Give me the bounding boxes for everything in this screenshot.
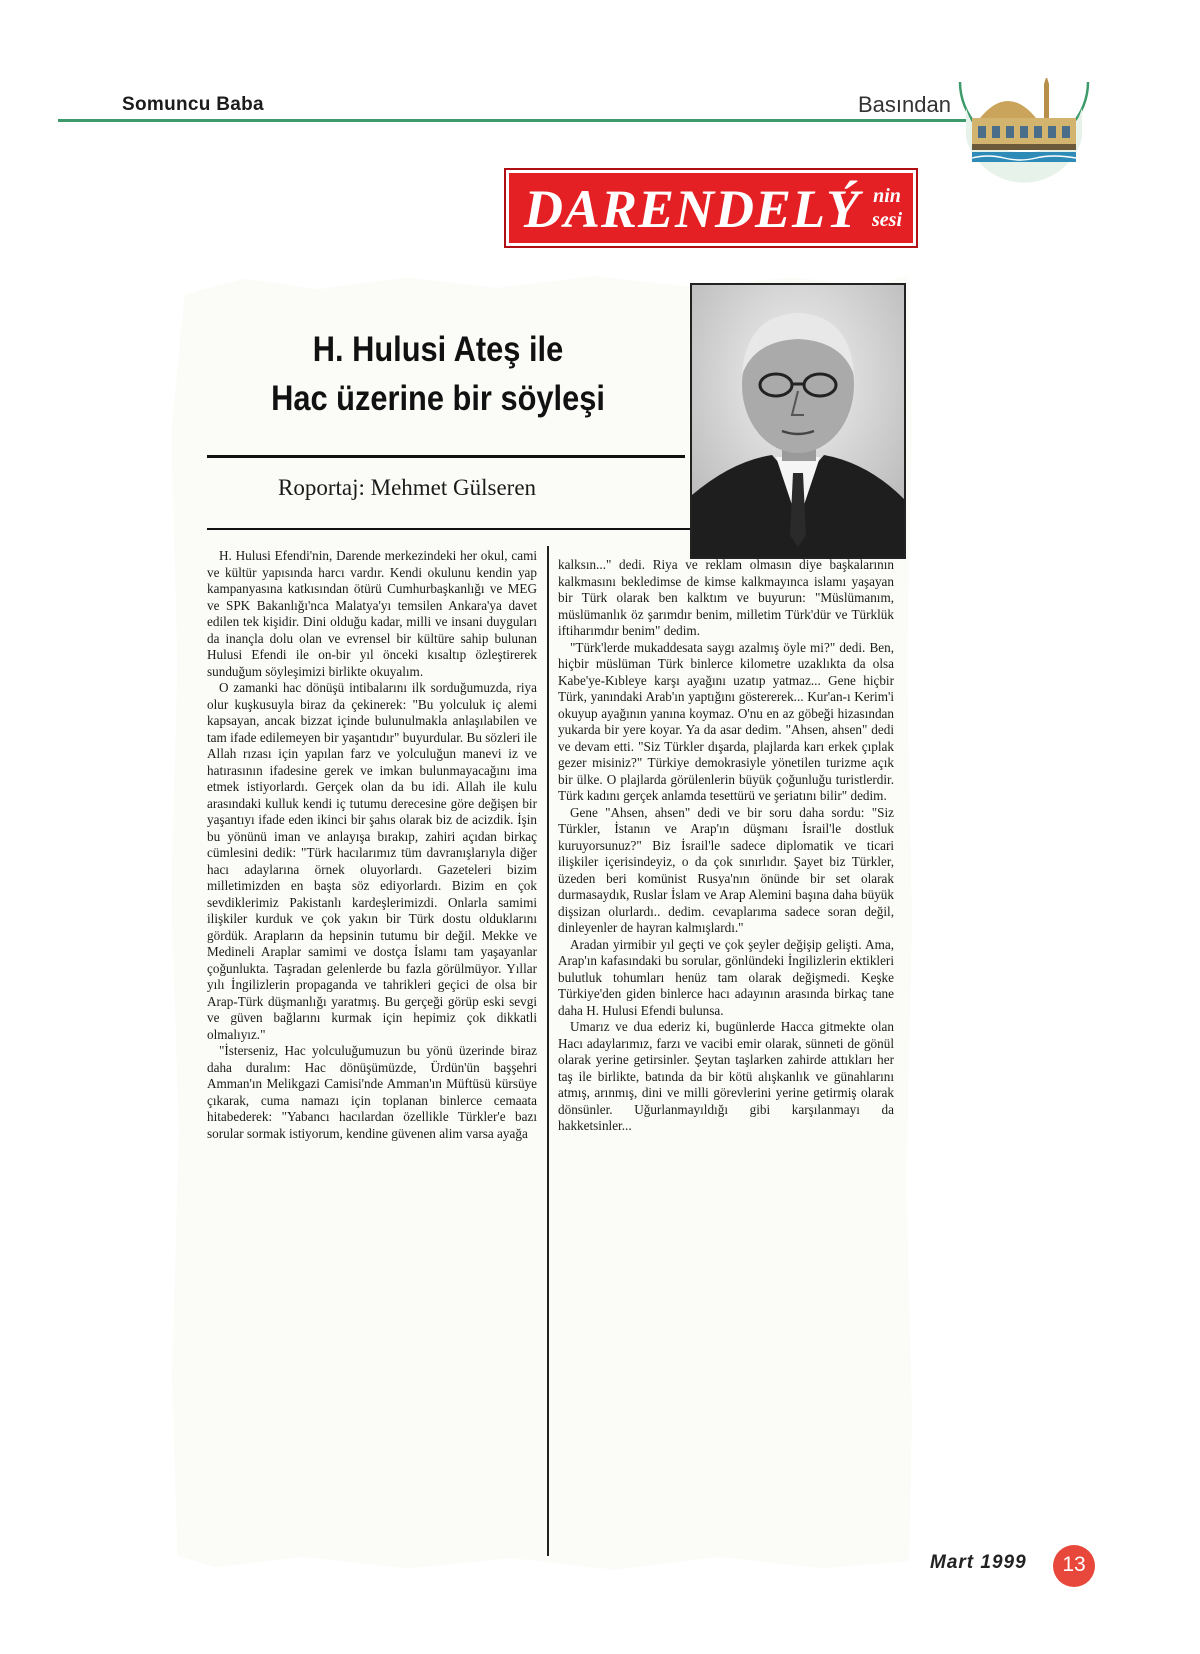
- column-divider: [547, 546, 549, 1556]
- banner-title: DARENDELÝ: [524, 179, 861, 239]
- page-number-badge: [1053, 1545, 1095, 1587]
- column1-paragraph: H. Hulusi Efendi'nin, Darende merkezindeki her okul, cami ve kültür yapısında harcı vardır. Kendi okulunu kendin yap kampanyasına katkısından ötürü Cumhurbaşkanlığı ve MEG ve SPK Bakanlığı'nca Malatya'yı temsilen Ankara'ya davet edilen tek kişidir. Dini olduğu kadar, milli ve insani duyguları da inançla dolu olan ve evrensel bir kültüre sahip bulunan Hulusi Efendi ile on-bir yıl önceki kısaltıp özleştirerek sunduğum söyleşimizi birlikte okuyalım.: [207, 548, 537, 679]
- section-title: Basından: [858, 92, 951, 117]
- header-rule: [58, 119, 986, 122]
- headline-rule: [207, 455, 685, 458]
- banner-suffix-line1: nin: [873, 185, 901, 207]
- banner-suffix: [872, 184, 902, 232]
- column2-paragraph: Aradan yirmibir yıl geçti ve çok şeyler değişip gelişti. Ama, Arap'ın kafasındaki bu sorular, gönlündeki İngilizlerin ektikleri bulutluk tohumları henüz tam olarak değişmedi. Keşke Türkiye'den giden binlerce hacı adayının arasında birkaç tane daha H. Hulusi Efendi bulunsa.: [558, 936, 894, 1018]
- headline-line2: Hac üzerine bir söyleşi: [271, 379, 605, 418]
- darendeli-banner: [504, 168, 918, 248]
- column2-paragraph: "Türk'lerde mukaddesata saygı azalmış öyle mi?" dedi. Ben, hiçbir müslüman Türk binlerce kilometre uzaklıkta da olsa Kabe'ye-Kıbleye karşı ayağını uzatıp yatmaz... Gene hiçbir Türk, yanındaki Arab'ın yaptığını göstererek... Kur'an-ı Kerim'i okuyup ayağının yanına koymaz. O'nu en az göbeği hizasından yukarda bir yere koyar. Ya da asar dedim. "Ahsen, ahsen" dedi ve devam etti. "Siz Türkler dışarda, plajlarda karı erkek çıplak gezer misiniz?" Türkiye demokrasiyle yönetilen turizme açık bir ülke. O plajlarda görülenlerin büyük çoğunluğu turistlerdir. Türk kadını gerçek anlamda tesettürü ve şeriatını bilir" dedim.: [558, 639, 894, 803]
- article-byline: Roportaj: Mehmet Gülseren: [278, 475, 537, 500]
- article-headline: [262, 325, 614, 423]
- column2-paragraph: Gene "Ahsen, ahsen" dedi ve bir soru daha sordu: "Siz Türkler, İstanın ve Arap'ın düşmanı İsrail'le dostluk kuruyorsunuz?" Biz İsrail'le sadece diplomatik ve ticari ilişkiler içerisindeyiz, o da çok sınırlıdır. Şayet biz Türkler, üzeden beri komünist Rusya'nın önünde bir set olarak durmasaydık, Ruslar İslam ve Arap Alemini başına daha büyük dişsizan olurlardı.. dedim. cevaplarıma sadece soran değil, dinleyenler de hayran kalmışlardı.": [558, 804, 894, 935]
- article-column-1: [207, 548, 537, 1558]
- issue-date: Mart 1999: [930, 1552, 1027, 1573]
- portrait-photo: [690, 283, 906, 559]
- column2-paragraph: Umarız ve dua ederiz ki, bugünlerde Hacca gitmekte olan Hacı adaylarımız, farzı ve vacibi emir olarak, sünneti de gönül olarak yerine getirsinler. Şeytan taşlarken zahirde attıkları her taş ile birlikte, batında da bir kötü alışkanlık ve günahlarını atmış, arınmış, dini ve milli görevlerini yerine getirmiş olarak dönsünler. Uğurlanmayıldığı gibi karşılanmayı da hakketsinler...: [558, 1019, 894, 1133]
- headline-line1: H. Hulusi Ateş ile: [312, 330, 564, 369]
- column1-paragraph: "İsterseniz, Hac yolculuğumuzun bu yönü üzerinde biraz daha duralım: Hac dönüşümüzde, Ürdün'ün başşehri Amman'ın Melikgazi Camisi'nde Amman'ın Müftüsü kürsüye çıkarak, cuma namazı için toplanan binlerce cemaata hitabederek: "Yabancı hacılardan özellikle Türkler'e bazı sorular sormak istiyorum, kendine güvenen alim varsa ayağa: [207, 1043, 537, 1141]
- column1-paragraph: O zamanki hac dönüşü intibalarını ilk sorduğumuzda, riya olur kuşkusuyla biraz da çekinerek: "Bu yolculuk iç alemi kapsayan, ancak bizzat içinde bulunulmakla anlaşılabilen ve tam ifade edilemeyen bir yaşantıdır" buyurdular. Bu sözleri ile Allah rızası için yapılan farz ve yolculuğun manevi iz ve hatırasının ifadesine gerek ve imkan bulunmayacağını ima etmek istiyorlardı. Gerçek olan da bu idi. Allah ile kulu arasındaki kulluk kendi iç tutumu derecesine göre değişen bir yaşantıyı ifade eden ikinci bir şahıs olarak biz de acizdik. İşin bu yönünü iman ve anlayışa bırakıp, zahiri açıdan birkaç cümlesini dedik: "Türk hacılarımız tüm davranışlarıyla diğer hacı adaylarına örnek oluyorlardı. Gazeteleri bizim milletimizden en başta söz ediyorlardı. Bizim en çok sevdiklerimiz Pakistanlı kardeşlerimizdi. Onlarla samimi ilişkiler kurduk ve çok yakın bir Türk dostu olduklarını gördük. Arapların da hepsinin tutumu bir değil. Mekke ve Medineli Araplar samimi ve dostça İslamı tam yaşayanlar çoğunlukta. Taşradan gelenlerde bu fazla görülmüyor. Yıllar yılı İngilizlerin propaganda ve tahrikleri geçici de olsa bir Arap-Türk düşmanlığı yaratmış. Bu gerçeği görüp eski sevgi ve güven bağlarını kurmak için hepimiz çok dikkatli olmalıyız.": [207, 680, 537, 1042]
- page-number: 13: [1062, 1553, 1086, 1576]
- mosque-emblem-icon: [958, 78, 1096, 188]
- article-column-2: [558, 557, 894, 1555]
- column2-paragraph: kalksın..." dedi. Riya ve reklam olmasın diye başkalarının kalkmasını bekledimse de kimse kalkmayınca islamı yaşayan bir Türk olarak ben kalktım ve buyurun: "Müslümanım, müslümanlık öz şarımdır benim, milletim Türk'dür ve Türklük iftiharımdır benim" dedim.: [558, 557, 894, 638]
- portrait-photo-image: [692, 285, 904, 557]
- magazine-name: Somuncu Baba: [122, 94, 264, 115]
- banner-suffix-line2: sesi: [872, 209, 902, 231]
